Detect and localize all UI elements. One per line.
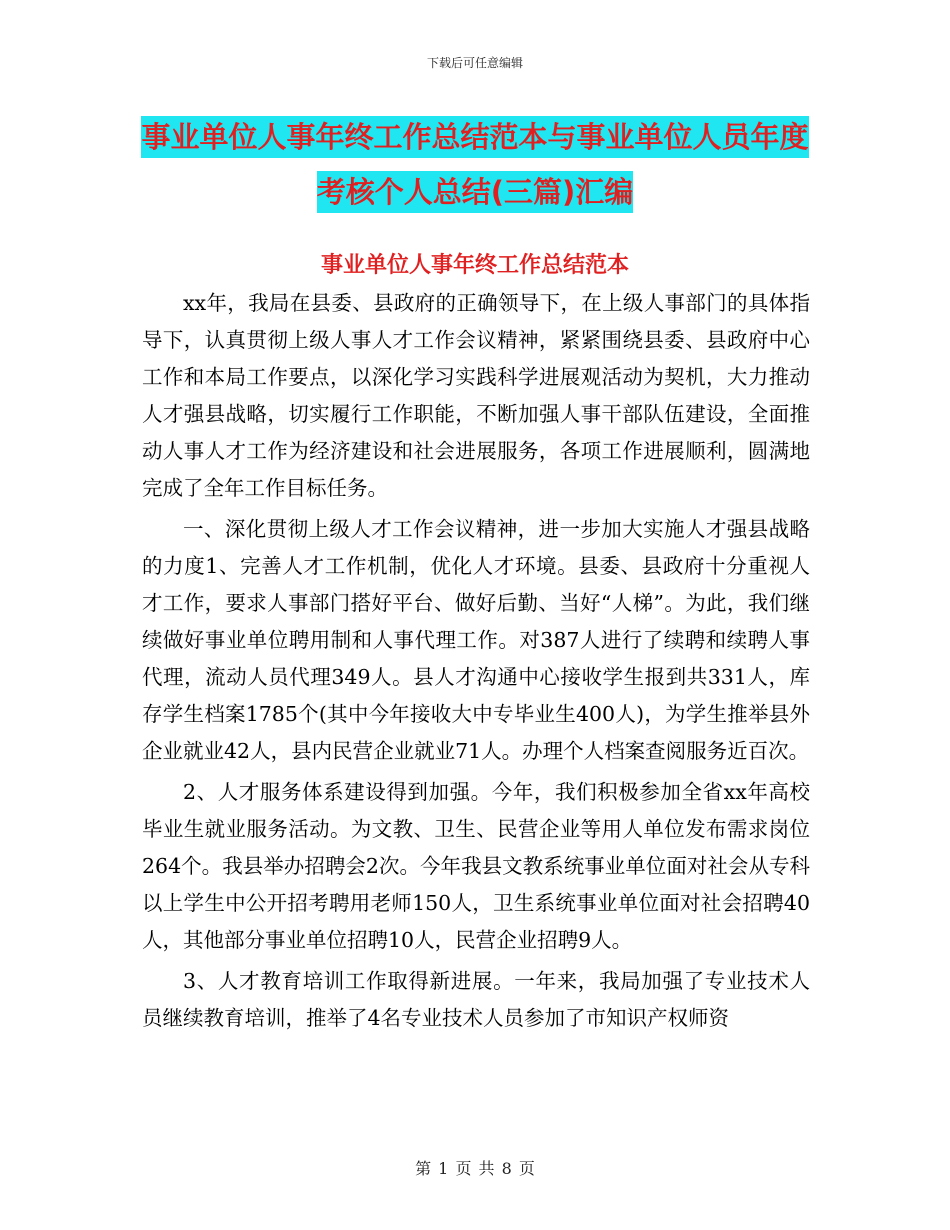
paragraph-intro: xx年，我局在县委、县政府的正确领导下，在上级人事部门的具体指导下，认真贯彻上级人事人才工作会议精神，紧紧围绕县委、县政府中心工作和本局工作要点，以深化学习实践科学进展观活动为契机，大力推动人才强县战略，切实履行工作职能，不断加强人事干部队伍建设，全面推动人事人才工作为经济建设和社会进展服务，各项工作进展顺利，圆满地完成了全年工作目标任务。	[142, 291, 810, 500]
paragraph-talent-strategy: 一、深化贯彻上级人才工作会议精神，进一步加大实施人才强县战略的力度1、完善人才工作机制，优化人才环境。县委、县政府十分重视人才工作，要求人事部门搭好平台、做好后勤、当好“人梯”。为此，我们继续做好事业单位聘用制和人事代理工作。对387人进行了续聘和续聘人事代理，流动人员代理349人。县人才沟通中心接收学生报到共331人，库存学生档案1785个(其中今年接收大中专毕业生400人)，为学生推举县外企业就业42人，县内民营企业就业71人。办理个人档案查阅服务近百次。	[142, 517, 810, 763]
paragraph-talent-service: 2、人才服务体系建设得到加强。今年，我们积极参加全省xx年高校毕业生就业服务活动。为文教、卫生、民营企业等用人单位发布需求岗位264个。我县举办招聘会2次。今年我县文教系统事业单位面对社会从专科以上学生中公开招考聘用老师150人，卫生系统事业单位面对社会招聘40人，其他部分事业单位招聘10人，民营企业招聘9人。	[142, 780, 810, 952]
paragraph-talent-training: 3、人才教育培训工作取得新进展。一年来，我局加强了专业技术人员继续教育培训，推举了4名专业技术人员参加了市知识产权师资	[142, 969, 810, 1030]
document-body	[142, 285, 810, 1037]
document-title	[0, 110, 950, 220]
document-title-line-1: 事业单位人事年终工作总结范本与事业单位人员年度	[141, 116, 808, 158]
document-title-line-2: 考核个人总结(三篇)汇编	[317, 171, 634, 213]
section-title: 事业单位人事年终工作总结范本	[320, 253, 629, 278]
header-note: 下载后可任意编辑	[426, 56, 523, 70]
page-footer: 第 1 页 共 8 页	[415, 1159, 535, 1178]
